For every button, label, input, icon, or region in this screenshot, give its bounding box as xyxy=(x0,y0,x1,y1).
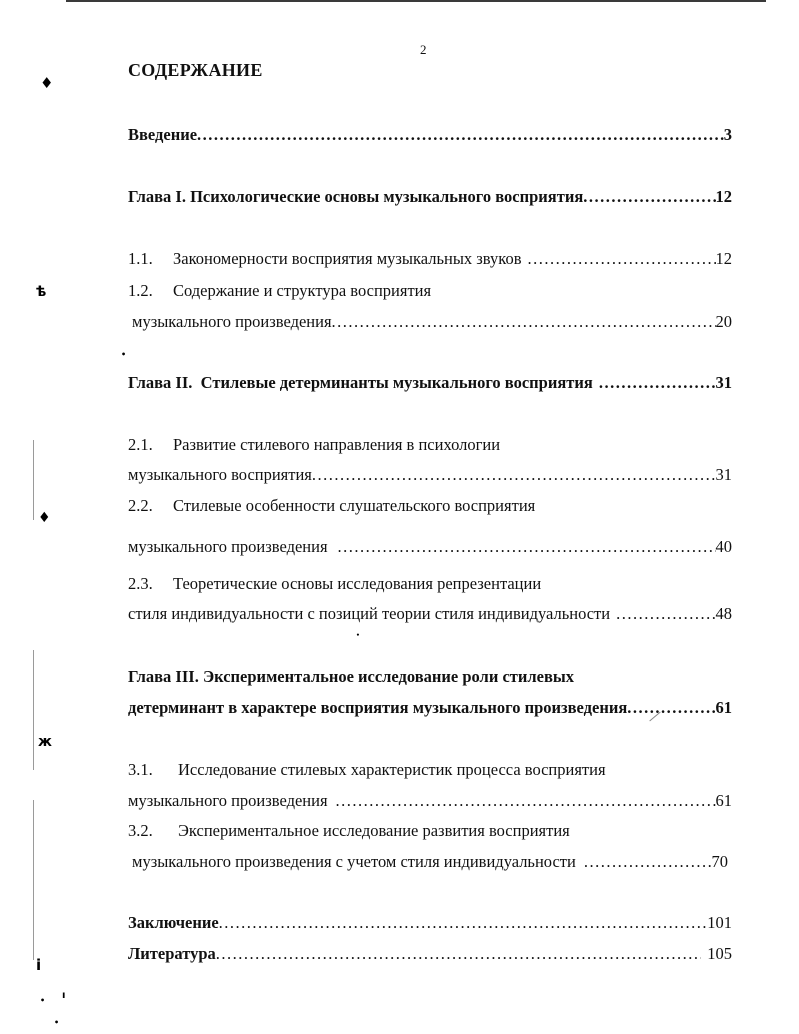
toc-leader xyxy=(216,942,701,966)
toc-entry-2-3-line2 xyxy=(128,602,732,626)
toc-text: музыкального произведения xyxy=(132,312,332,331)
margin-dot: ı xyxy=(62,990,66,1001)
margin-mark: ж xyxy=(38,734,52,750)
toc-page: 12 xyxy=(715,249,732,268)
toc-entry-2-2-line2 xyxy=(128,535,732,559)
toc-text: Заключение xyxy=(128,913,219,932)
toc-text: Содержание и структура восприятия xyxy=(173,281,432,300)
margin-mark: ѣ xyxy=(36,284,47,300)
toc-entry-chapter-1 xyxy=(128,185,732,209)
section-number: 1.1. xyxy=(128,249,153,268)
toc-page: 70 xyxy=(711,852,728,871)
toc-leader xyxy=(332,310,716,334)
margin-mark: i xyxy=(36,956,42,974)
toc-page: 40 xyxy=(715,537,732,556)
section-number: 3.1. xyxy=(128,760,153,779)
margin-dot: • xyxy=(356,632,360,639)
section-number: 3.2. xyxy=(128,821,153,840)
toc-text: музыкального произведения xyxy=(128,791,328,810)
toc-text: Исследование стилевых характеристик процесса восприятия xyxy=(178,760,606,779)
toc-leader xyxy=(583,185,715,209)
toc-text: Глава III. Экспериментальное исследование роли стилевых xyxy=(128,667,575,686)
margin-dot: • xyxy=(54,1018,60,1027)
toc-entry-chapter-3-line1 xyxy=(128,665,732,689)
toc-text: музыкального восприятия xyxy=(128,465,312,484)
toc-entry-literature xyxy=(128,942,732,966)
toc-text: Закономерности восприятия музыкальных звуков xyxy=(173,249,522,268)
section-number: 2.1. xyxy=(128,435,153,454)
toc-text: Глава II. Стилевые детерминанты музыкального восприятия xyxy=(128,373,593,392)
toc-entry-2-1-line1 xyxy=(128,433,732,457)
margin-dot: • xyxy=(40,996,46,1005)
margin-mark: ♦ xyxy=(40,74,54,92)
toc-text: Экспериментальное исследование развития восприятия xyxy=(178,821,570,840)
toc-page: 61 xyxy=(715,791,732,810)
toc-leader xyxy=(312,463,716,487)
toc-entry-2-2-line1 xyxy=(128,494,732,518)
toc-entry-intro xyxy=(128,123,732,147)
toc-entry-chapter-2 xyxy=(128,371,732,395)
toc-entry-3-1-line1 xyxy=(128,758,732,782)
toc-text: Введение xyxy=(128,125,198,144)
toc-entry-3-1-line2 xyxy=(128,789,732,813)
toc-text: стиля индивидуальности с позиций теории стиля индивидуальности xyxy=(128,604,611,623)
toc-leader xyxy=(616,602,715,626)
toc-page: 61 xyxy=(715,698,732,717)
toc-page: 101 xyxy=(707,913,732,932)
toc-page: 3 xyxy=(723,125,732,144)
toc-entry-1-2-line2 xyxy=(132,310,732,334)
toc-leader xyxy=(219,911,708,935)
toc-text: музыкального произведения с учетом стиля индивидуальности xyxy=(132,852,576,871)
toc-text: Литература xyxy=(128,944,216,963)
toc-text: Развитие стилевого направления в психологии xyxy=(173,435,501,454)
page-title: СОДЕРЖАНИЕ xyxy=(128,60,263,80)
toc-entry-1-2-line1 xyxy=(128,279,732,303)
toc-text: музыкального произведения xyxy=(128,537,328,556)
page-top-border xyxy=(66,0,766,2)
toc-entry-3-2-line1 xyxy=(128,819,732,843)
toc-text: Глава I. Психологические основы музыкального восприятия xyxy=(128,187,584,206)
toc-page: 20 xyxy=(715,312,732,331)
toc-page: 105 xyxy=(707,944,732,963)
toc-page: 31 xyxy=(715,373,732,392)
toc-leader xyxy=(599,371,716,395)
section-number: 1.2. xyxy=(128,281,153,300)
toc-entry-2-3-line1 xyxy=(128,572,732,596)
section-number: 2.3. xyxy=(128,574,153,593)
page-number: 2 xyxy=(420,42,427,57)
toc-leader xyxy=(336,789,716,813)
toc-text: детерминант в характере восприятия музыкального произведения xyxy=(128,698,628,717)
toc-entry-1-1 xyxy=(128,247,732,271)
toc-leader xyxy=(528,247,716,271)
toc-page: 12 xyxy=(715,187,732,206)
margin-mark: ♦ xyxy=(38,510,51,526)
toc-entry-2-1-line2 xyxy=(128,463,732,487)
margin-line xyxy=(33,650,34,770)
margin-line xyxy=(33,800,34,960)
toc-entry-chapter-3-line2 xyxy=(128,696,732,720)
toc-page: 31 xyxy=(715,465,732,484)
toc-entry-3-2-line2 xyxy=(132,850,728,874)
toc-leader xyxy=(584,850,712,874)
toc-page: 48 xyxy=(715,604,732,623)
toc-leader xyxy=(627,696,715,720)
toc-text: Стилевые особенности слушательского восприятия xyxy=(173,496,536,515)
margin-dot: • xyxy=(121,350,127,359)
toc-leader xyxy=(197,123,724,147)
margin-line xyxy=(33,440,34,520)
toc-text: Теоретические основы исследования репрезентации xyxy=(173,574,542,593)
section-number: 2.2. xyxy=(128,496,153,515)
toc-entry-conclusion xyxy=(128,911,732,935)
toc-leader xyxy=(338,535,716,559)
